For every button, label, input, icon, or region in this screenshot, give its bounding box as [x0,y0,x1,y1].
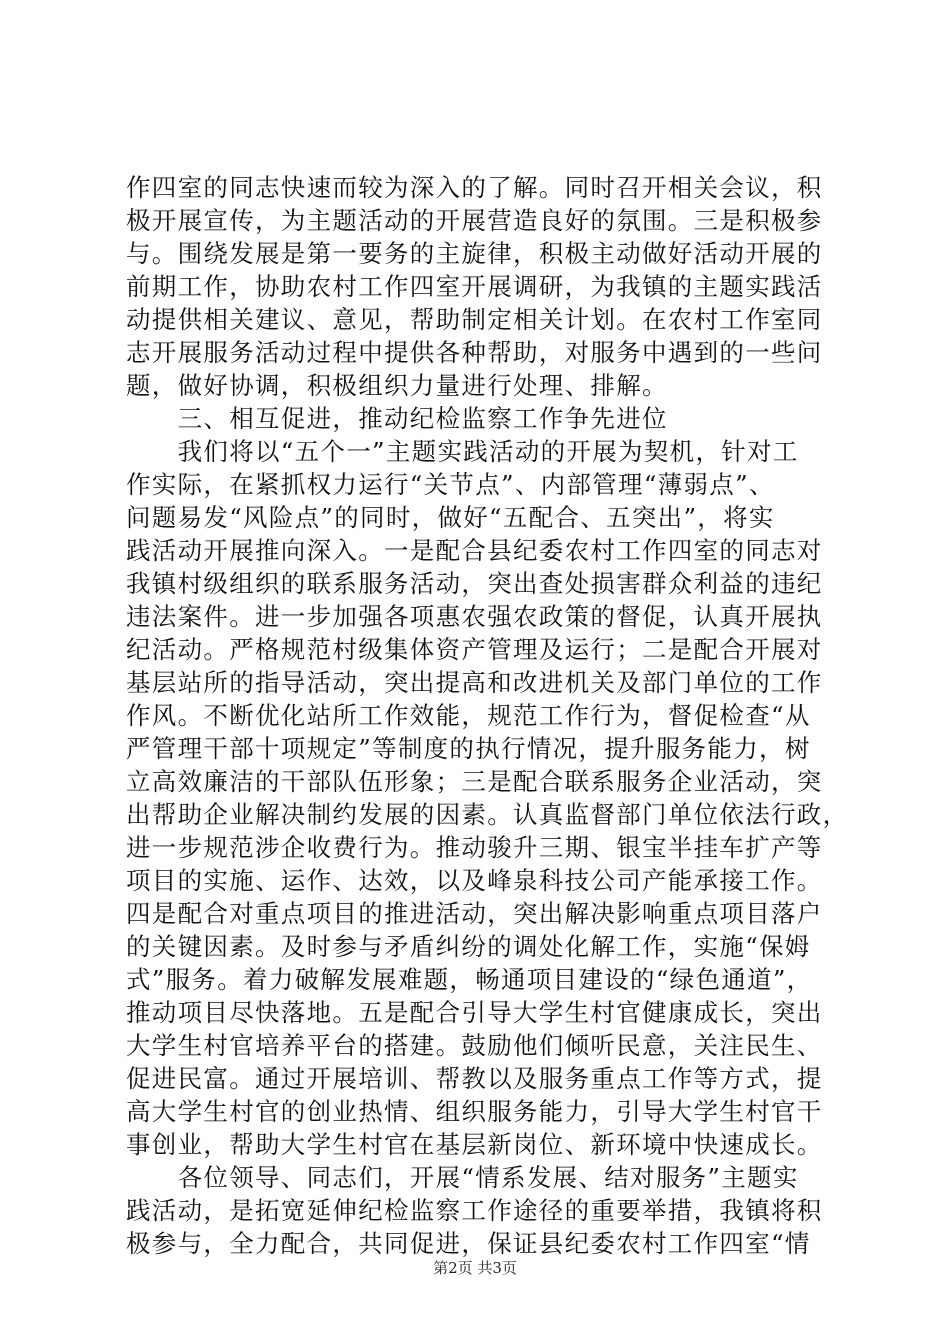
text-line: 大学生村官培养平台的搭建。鼓励他们倾听民意，关注民生、 [126,1031,823,1060]
text-line: 题，做好协调，积极组织力量进行处理、排解。 [126,371,668,400]
text-line: 与。围绕发展是第一要务的主旋律，积极主动做好活动开展的 [126,239,823,268]
text-line: 式”服务。着力破解发展难题，畅通项目建设的“绿色通道”， [126,965,813,994]
text-line: 违法案件。进一步加强各项惠农强农政策的督促，认真开展执 [126,602,823,631]
text-line: 事创业，帮助大学生村官在基层新岗位、新环境中快速成长。 [126,1130,823,1159]
text-line: 促进民富。通过开展培训、帮教以及服务重点工作等方式，提 [126,1064,823,1093]
text-line: 立高效廉洁的干部队伍形象；三是配合联系服务企业活动，突 [126,767,823,796]
text-line: 前期工作，协助农村工作四室开展调研，为我镇的主题实践活 [126,272,823,301]
text-line: 进一步规范涉企收费行为。推动骏升三期、银宝半挂车扩产等 [126,833,823,862]
text-line: 四是配合对重点项目的推进活动，突出解决影响重点项目落户 [126,899,823,928]
text-line: 我们将以“五个一”主题实践活动的开展为契机，针对工 [126,437,799,466]
page-footer: 第2页 共3页 [433,1259,517,1277]
text-line: 我镇村级组织的联系服务活动，突出查处损害群众利益的违纪 [126,569,823,598]
text-line: 极参与，全力配合，共同促进，保证县纪委农村工作四室“情 [126,1229,811,1258]
text-line: 作实际，在紧抓权力运行“关节点”、内部管理“薄弱点”、 [126,470,775,499]
text-line: 问题易发“风险点”的同时，做好“五配合、五突出”，将实 [126,503,775,532]
text-line: 践活动开展推向深入。一是配合县纪委农村工作四室的同志对 [126,536,823,565]
text-line: 推动项目尽快落地。五是配合引导大学生村官健康成长，突出 [126,998,823,1027]
text-line: 高大学生村官的创业热情、组织服务能力，引导大学生村官干 [126,1097,823,1126]
text-line: 各位领导、同志们，开展“情系发展、结对服务”主题实 [126,1163,799,1192]
text-line: 项目的实施、运作、达效，以及峰泉科技公司产能承接工作。 [126,866,823,895]
text-line: 极开展宣传，为主题活动的开展营造良好的氛围。三是积极参 [126,206,823,235]
text-line: 纪活动。严格规范村级集体资产管理及运行；二是配合开展对 [126,635,823,664]
text-line: 动提供相关建议、意见，帮助制定相关计划。在农村工作室同 [126,305,823,334]
document-body [126,171,849,1260]
text-line: 作风。不断优化站所工作效能，规范工作行为，督促检查“从 [126,701,811,730]
text-line: 的关键因素。及时参与矛盾纠纷的调处化解工作，实施“保姆 [126,932,811,961]
text-line: 严管理干部十项规定”等制度的执行情况，提升服务能力，树 [126,734,811,763]
text-line: 志开展服务活动过程中提供各种帮助，对服务中遇到的一些问 [126,338,823,367]
text-line: 出帮助企业解决制约发展的因素。认真监督部门单位依法行政， [126,800,849,829]
text-line: 三、相互促进，推动纪检监察工作争先进位 [126,404,668,433]
text-line: 基层站所的指导活动，突出提高和改进机关及部门单位的工作 [126,668,823,697]
text-line: 作四室的同志快速而较为深入的了解。同时召开相关会议，积 [126,173,823,202]
text-line: 践活动，是拓宽延伸纪检监察工作途径的重要举措，我镇将积 [126,1196,823,1225]
